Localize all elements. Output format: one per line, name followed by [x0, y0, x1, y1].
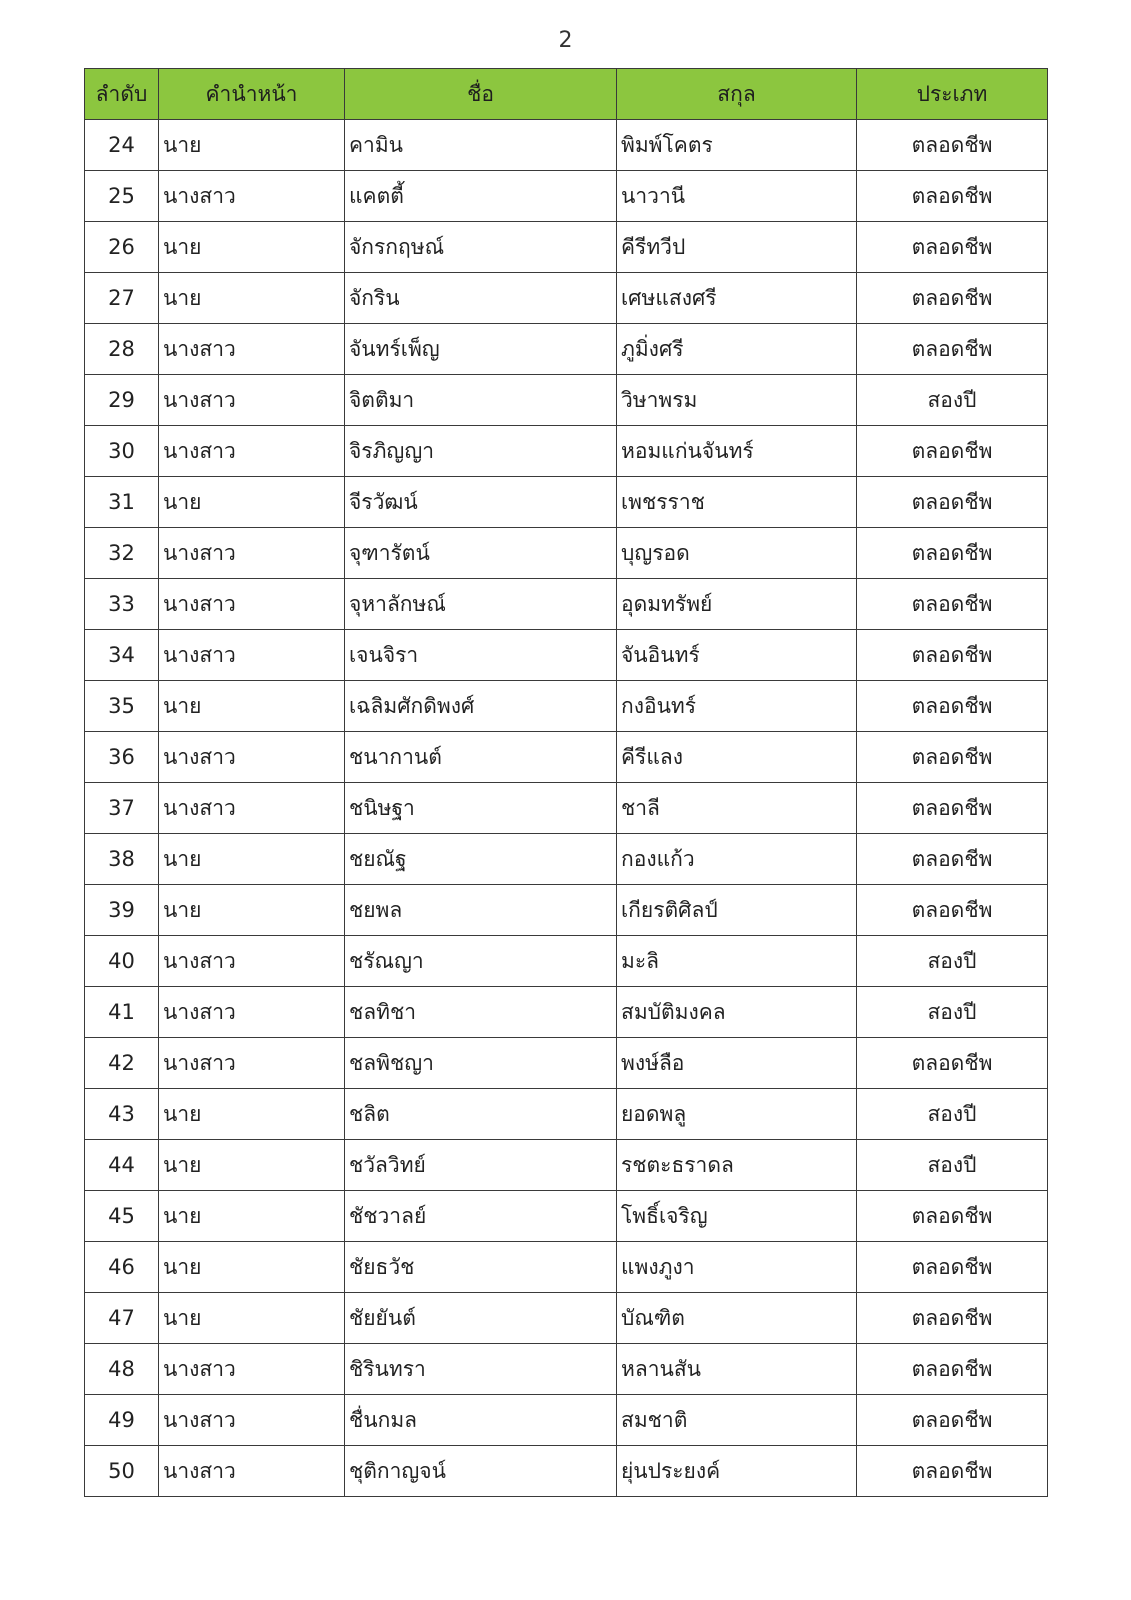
row-number: 40 — [85, 936, 159, 987]
table-row — [85, 1446, 1048, 1497]
header-no: ลำดับ — [85, 69, 159, 120]
table-row — [85, 579, 1048, 630]
row-number: 43 — [85, 1089, 159, 1140]
row-number: 34 — [85, 630, 159, 681]
row-first-name: ชุติกาญจน์ — [345, 1446, 617, 1497]
table-row — [85, 273, 1048, 324]
row-membership-type: ตลอดชีพ — [857, 732, 1048, 783]
row-membership-type: ตลอดชีพ — [857, 783, 1048, 834]
table-row — [85, 732, 1048, 783]
row-number: 39 — [85, 885, 159, 936]
row-surname: เกียรติศิลป์ — [617, 885, 857, 936]
table-row — [85, 630, 1048, 681]
row-first-name: จักรกฤษณ์ — [345, 222, 617, 273]
row-surname: นาวานี — [617, 171, 857, 222]
table-row — [85, 171, 1048, 222]
row-number: 38 — [85, 834, 159, 885]
row-first-name: ชัยยันต์ — [345, 1293, 617, 1344]
row-surname: หอมแก่นจันทร์ — [617, 426, 857, 477]
row-title: นางสาว — [159, 579, 345, 630]
row-membership-type: ตลอดชีพ — [857, 1395, 1048, 1446]
header-title: คำนำหน้า — [159, 69, 345, 120]
row-first-name: ชนากานต์ — [345, 732, 617, 783]
table-row — [85, 1140, 1048, 1191]
header-type: ประเภท — [857, 69, 1048, 120]
row-number: 25 — [85, 171, 159, 222]
row-surname: บัณฑิต — [617, 1293, 857, 1344]
row-number: 24 — [85, 120, 159, 171]
row-surname: วิษาพรม — [617, 375, 857, 426]
row-surname: สมชาติ — [617, 1395, 857, 1446]
table-body — [85, 120, 1048, 1497]
row-first-name: ชยณัฐ — [345, 834, 617, 885]
row-surname: คีรีแลง — [617, 732, 857, 783]
row-surname: ยอดพลู — [617, 1089, 857, 1140]
row-first-name: ชื่นกมล — [345, 1395, 617, 1446]
row-first-name: จุหาลักษณ์ — [345, 579, 617, 630]
row-first-name: ชัชวาลย์ — [345, 1191, 617, 1242]
row-first-name: จักริน — [345, 273, 617, 324]
row-number: 32 — [85, 528, 159, 579]
row-title: นาย — [159, 1191, 345, 1242]
row-first-name: จุฑารัตน์ — [345, 528, 617, 579]
row-surname: สมบัติมงคล — [617, 987, 857, 1038]
row-title: นางสาว — [159, 324, 345, 375]
row-membership-type: ตลอดชีพ — [857, 579, 1048, 630]
row-title: นาย — [159, 834, 345, 885]
table-row — [85, 1038, 1048, 1089]
row-title: นาย — [159, 1089, 345, 1140]
row-surname: ยุ่นประยงค์ — [617, 1446, 857, 1497]
row-membership-type: ตลอดชีพ — [857, 630, 1048, 681]
row-membership-type: สองปี — [857, 1140, 1048, 1191]
row-number: 28 — [85, 324, 159, 375]
row-number: 42 — [85, 1038, 159, 1089]
row-number: 50 — [85, 1446, 159, 1497]
row-number: 37 — [85, 783, 159, 834]
row-first-name: จิรภิญญา — [345, 426, 617, 477]
row-membership-type: ตลอดชีพ — [857, 528, 1048, 579]
row-surname: อุดมทรัพย์ — [617, 579, 857, 630]
row-surname: บุญรอด — [617, 528, 857, 579]
table-row — [85, 936, 1048, 987]
row-membership-type: สองปี — [857, 1089, 1048, 1140]
row-first-name: จีรวัฒน์ — [345, 477, 617, 528]
page-number: 2 — [558, 28, 573, 53]
row-first-name: ชนิษฐา — [345, 783, 617, 834]
row-title: นาย — [159, 885, 345, 936]
table-row — [85, 987, 1048, 1038]
row-membership-type: ตลอดชีพ — [857, 1191, 1048, 1242]
row-membership-type: ตลอดชีพ — [857, 273, 1048, 324]
row-first-name: จันทร์เพ็ญ — [345, 324, 617, 375]
table-row — [85, 1191, 1048, 1242]
row-surname: โพธิ์เจริญ — [617, 1191, 857, 1242]
row-first-name: ชัยธวัช — [345, 1242, 617, 1293]
row-membership-type: สองปี — [857, 936, 1048, 987]
row-first-name: คามิน — [345, 120, 617, 171]
row-first-name: ชรัณญา — [345, 936, 617, 987]
row-surname: แพงภูงา — [617, 1242, 857, 1293]
row-membership-type: ตลอดชีพ — [857, 222, 1048, 273]
row-number: 31 — [85, 477, 159, 528]
row-membership-type: ตลอดชีพ — [857, 681, 1048, 732]
table-row — [85, 1395, 1048, 1446]
row-surname: รชตะธราดล — [617, 1140, 857, 1191]
row-title: นางสาว — [159, 375, 345, 426]
header-name: ชื่อ — [345, 69, 617, 120]
table-row — [85, 681, 1048, 732]
row-surname: พงษ์ลือ — [617, 1038, 857, 1089]
row-number: 47 — [85, 1293, 159, 1344]
row-membership-type: ตลอดชีพ — [857, 1242, 1048, 1293]
row-number: 48 — [85, 1344, 159, 1395]
row-surname: หลานสัน — [617, 1344, 857, 1395]
row-number: 36 — [85, 732, 159, 783]
row-title: นาย — [159, 1242, 345, 1293]
row-membership-type: ตลอดชีพ — [857, 324, 1048, 375]
row-first-name: ชลทิชา — [345, 987, 617, 1038]
row-membership-type: ตลอดชีพ — [857, 120, 1048, 171]
row-number: 33 — [85, 579, 159, 630]
row-membership-type: ตลอดชีพ — [857, 1344, 1048, 1395]
header-row — [85, 69, 1048, 120]
row-number: 35 — [85, 681, 159, 732]
row-surname: ภูมิ่งศรี — [617, 324, 857, 375]
row-first-name: เจนจิรา — [345, 630, 617, 681]
row-membership-type: ตลอดชีพ — [857, 1038, 1048, 1089]
row-title: นาย — [159, 273, 345, 324]
row-surname: กองแก้ว — [617, 834, 857, 885]
row-title: นางสาว — [159, 528, 345, 579]
row-first-name: ชลิต — [345, 1089, 617, 1140]
row-number: 41 — [85, 987, 159, 1038]
row-title: นาย — [159, 681, 345, 732]
row-surname: ชาลี — [617, 783, 857, 834]
row-membership-type: ตลอดชีพ — [857, 477, 1048, 528]
row-membership-type: ตลอดชีพ — [857, 1446, 1048, 1497]
row-surname: พิมพ์โคตร — [617, 120, 857, 171]
row-surname: คีรีทวีป — [617, 222, 857, 273]
row-membership-type: สองปี — [857, 375, 1048, 426]
table-row — [85, 477, 1048, 528]
row-first-name: เฉลิมศักดิพงศ์ — [345, 681, 617, 732]
row-membership-type: ตลอดชีพ — [857, 885, 1048, 936]
table-row — [85, 375, 1048, 426]
row-number: 26 — [85, 222, 159, 273]
table-row — [85, 120, 1048, 171]
row-title: นางสาว — [159, 783, 345, 834]
table-row — [85, 1344, 1048, 1395]
row-number: 45 — [85, 1191, 159, 1242]
table-header — [85, 69, 1048, 120]
row-title: นางสาว — [159, 630, 345, 681]
row-title: นาย — [159, 120, 345, 171]
row-number: 46 — [85, 1242, 159, 1293]
row-surname: เพชรราช — [617, 477, 857, 528]
row-number: 49 — [85, 1395, 159, 1446]
table-row — [85, 1242, 1048, 1293]
row-number: 44 — [85, 1140, 159, 1191]
row-membership-type: ตลอดชีพ — [857, 834, 1048, 885]
row-number: 30 — [85, 426, 159, 477]
row-surname: จันอินทร์ — [617, 630, 857, 681]
row-title: นางสาว — [159, 936, 345, 987]
table-row — [85, 1293, 1048, 1344]
header-surname: สกุล — [617, 69, 857, 120]
row-membership-type: ตลอดชีพ — [857, 1293, 1048, 1344]
member-roster-table — [84, 68, 1048, 1497]
row-first-name: ชลพิชญา — [345, 1038, 617, 1089]
row-surname: มะลิ — [617, 936, 857, 987]
table-row — [85, 834, 1048, 885]
table-row — [85, 1089, 1048, 1140]
row-title: นางสาว — [159, 426, 345, 477]
row-title: นาย — [159, 1140, 345, 1191]
row-title: นางสาว — [159, 732, 345, 783]
row-title: นางสาว — [159, 1038, 345, 1089]
row-title: นาย — [159, 222, 345, 273]
row-title: นาย — [159, 1293, 345, 1344]
row-first-name: ชิรินทรา — [345, 1344, 617, 1395]
table-row — [85, 528, 1048, 579]
row-title: นางสาว — [159, 987, 345, 1038]
row-title: นางสาว — [159, 1446, 345, 1497]
row-title: นางสาว — [159, 1344, 345, 1395]
row-title: นาย — [159, 477, 345, 528]
row-surname: กงอินทร์ — [617, 681, 857, 732]
row-surname: เศษแสงศรี — [617, 273, 857, 324]
row-membership-type: ตลอดชีพ — [857, 426, 1048, 477]
row-title: นางสาว — [159, 171, 345, 222]
table-row — [85, 222, 1048, 273]
row-number: 27 — [85, 273, 159, 324]
row-first-name: แคตตี้ — [345, 171, 617, 222]
row-first-name: ชวัลวิทย์ — [345, 1140, 617, 1191]
row-title: นางสาว — [159, 1395, 345, 1446]
row-membership-type: ตลอดชีพ — [857, 171, 1048, 222]
table-row — [85, 783, 1048, 834]
row-membership-type: สองปี — [857, 987, 1048, 1038]
table-row — [85, 426, 1048, 477]
row-number: 29 — [85, 375, 159, 426]
row-first-name: ชยพล — [345, 885, 617, 936]
row-first-name: จิตติมา — [345, 375, 617, 426]
table-row — [85, 885, 1048, 936]
table-row — [85, 324, 1048, 375]
